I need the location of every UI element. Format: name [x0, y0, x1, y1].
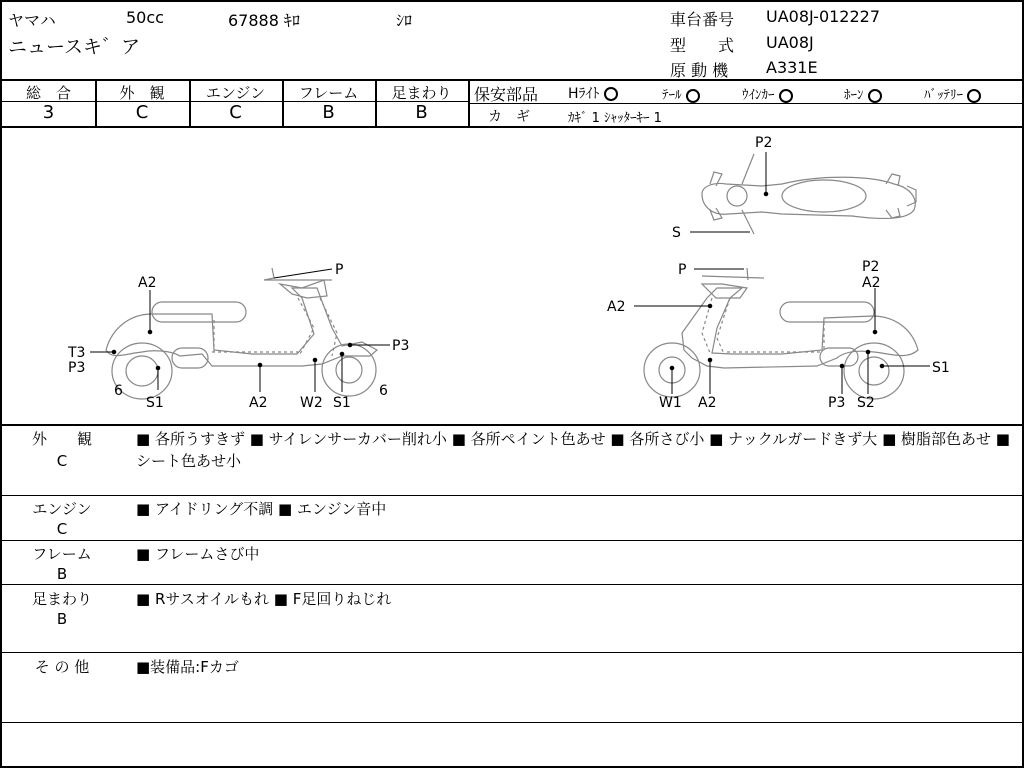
ok-circle-icon [779, 89, 793, 103]
label-p2-top: P2 [755, 135, 773, 151]
label-p2-right: P2 [862, 259, 880, 275]
label-p-right: P [678, 262, 687, 278]
label-p3-right: P3 [828, 395, 846, 411]
label-p3-left-front: P3 [392, 338, 410, 354]
engine-grade: C [229, 102, 242, 123]
label-a2-right-bottom: A2 [698, 395, 717, 411]
divider [468, 79, 470, 126]
type-label: 型 式 [670, 36, 735, 55]
label-6-left: 6 [114, 383, 123, 399]
condition-label: そ の 他 [34, 658, 90, 676]
divider [2, 652, 1022, 653]
label-w2: W2 [300, 395, 323, 411]
engine-grade-label: エンジン [205, 84, 266, 102]
condition-suspension [2, 588, 1022, 650]
key-value: ｶｷﾞ 1 ｼｬｯﾀｰｷｰ 1 [568, 111, 662, 126]
headlight-label: Hﾗｲﾄ [568, 86, 600, 102]
mileage: 67888 ｷﾛ [228, 11, 300, 30]
label-s2: S2 [857, 395, 875, 411]
tail-label: ﾃｰﾙ [662, 88, 682, 103]
frame-no: UA08J-012227 [766, 7, 881, 26]
label-p-left: P [335, 262, 344, 278]
label-s1-right: S1 [932, 360, 950, 376]
condition-other [2, 656, 1022, 720]
safety-battery [924, 84, 981, 103]
suspension-grade-label: 足まわり [391, 84, 452, 102]
condition-label: 外 観 [31, 430, 92, 448]
scooter-top-view [702, 154, 916, 234]
exterior-label: 外 観 [119, 84, 165, 102]
label-a2-right-front: A2 [607, 299, 626, 315]
battery-label: ﾊﾞｯﾃﾘｰ [924, 88, 963, 103]
safety-label: 保安部品 [474, 85, 539, 104]
condition-grade: B [56, 610, 68, 628]
horn-label: ﾎｰﾝ [844, 88, 864, 103]
condition-frame [2, 543, 1022, 585]
ok-circle-icon [686, 89, 700, 103]
maker: ヤマハ [8, 11, 56, 30]
label-a2-left-bottom: A2 [249, 395, 268, 411]
safety-tail [662, 84, 700, 103]
divider [2, 722, 1022, 723]
safety-horn [844, 84, 882, 103]
condition-text: ■ アイドリング不調 ■ エンジン音中 [136, 500, 387, 518]
label-t3: T3 [68, 345, 86, 361]
key-label: カ ギ [488, 109, 530, 125]
frame-grade-label: フレーム [298, 84, 359, 102]
condition-label: 足まわり [31, 590, 92, 608]
condition-label: エンジン [32, 500, 92, 518]
condition-grade: C [56, 520, 68, 538]
label-6-right: 6 [379, 383, 388, 399]
ok-circle-icon [967, 89, 981, 103]
condition-grade: C [56, 452, 68, 470]
label-a2-left-top: A2 [138, 275, 157, 291]
frame-grade: B [322, 102, 335, 123]
type-value: UA08J [766, 33, 814, 52]
divider [2, 495, 1022, 496]
label-s1-left-front: S1 [333, 395, 351, 411]
frame-no-label: 車台番号 [670, 10, 735, 29]
label-s-top: S [672, 225, 681, 241]
label-p3-left: P3 [68, 360, 86, 376]
overall-grade: 3 [42, 102, 55, 123]
condition-text: ■装備品:Fカゴ [136, 658, 239, 676]
model-name: ニュースキ゛ア [8, 36, 141, 58]
displacement: 50cc [126, 8, 164, 27]
ok-circle-icon [604, 87, 618, 101]
divider [2, 79, 1022, 81]
scooter-diagram [2, 128, 1022, 424]
overall-label: 総 合 [25, 84, 71, 102]
safety-headlight [568, 83, 618, 103]
engine-value: A331E [766, 58, 818, 77]
exterior-grade: C [135, 102, 149, 123]
label-w1: W1 [659, 395, 682, 411]
condition-text: ■ Rサスオイルもれ ■ F足回りねじれ [136, 590, 392, 608]
engine-label: 原 動 機 [670, 61, 729, 80]
divider [2, 424, 1022, 426]
condition-text: ■ 各所うすきず ■ サイレンサーカバー削れ小 ■ 各所ペイント色あせ ■ 各所さび小 ■ ナックルガードきず大 ■ 樹脂部色あせ ■ シート色あせ小 [136, 430, 1010, 470]
winker-label: ｳｲﾝｶｰ [742, 88, 775, 103]
divider [468, 103, 1022, 104]
condition-text: ■ フレームさび中 [136, 545, 260, 563]
divider [2, 540, 1022, 541]
safety-winker [742, 84, 793, 103]
condition-label: フレーム [32, 545, 92, 563]
label-a2-right-rear: A2 [862, 275, 881, 291]
condition-exterior [2, 428, 1022, 494]
suspension-grade: B [415, 102, 428, 123]
ok-circle-icon [868, 89, 882, 103]
condition-grade: B [56, 565, 68, 583]
body-color: ｼﾛ [396, 11, 413, 30]
label-s1-left: S1 [146, 395, 164, 411]
condition-engine [2, 498, 1022, 540]
